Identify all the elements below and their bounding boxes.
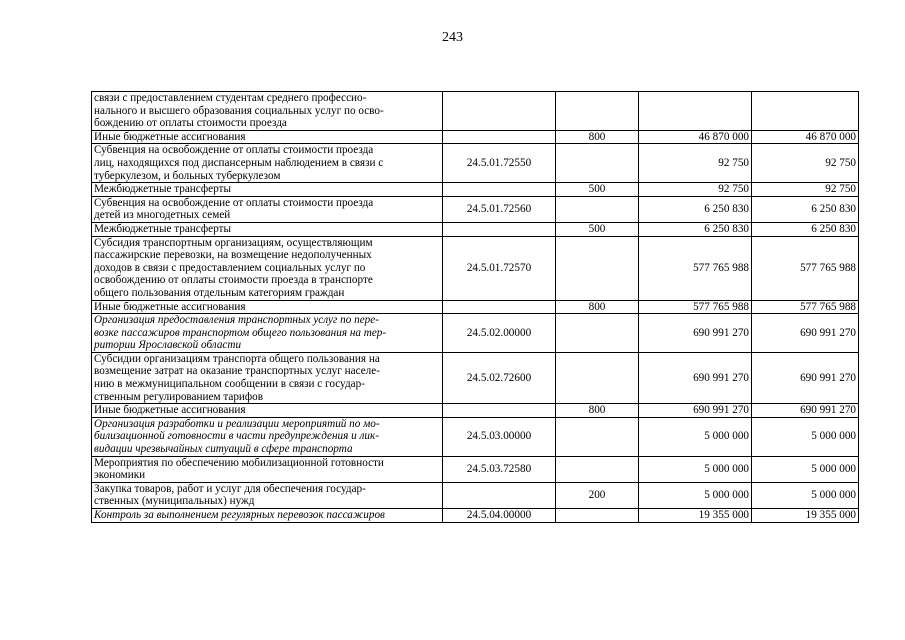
amount-cell-1: 5 000 000 (639, 456, 752, 482)
table-row (92, 404, 859, 418)
item-name-cell: Межбюджетные трансферты (92, 222, 443, 236)
expense-type-cell: 500 (556, 183, 639, 197)
amount-cell-1: 577 765 988 (639, 236, 752, 300)
target-code-cell: 24.5.03.00000 (443, 417, 556, 456)
target-code-cell: 24.5.02.00000 (443, 314, 556, 353)
table-row (92, 417, 859, 456)
target-code-cell (443, 222, 556, 236)
item-name-cell: Субсидии организациям транспорта общего пользования на возмещение затрат на оказание транспортных услуг населе- нию в межмуниципальном сообщении в связи с государ- ственным регулированием тарифов (92, 352, 443, 403)
item-name-cell: связи с предоставлением студентам среднего профессио- нального и высшего образования социальных услуг по осво- бождению от оплаты стоимости проезда (92, 92, 443, 131)
expense-type-cell (556, 196, 639, 222)
item-name-cell: Межбюджетные трансферты (92, 183, 443, 197)
item-name-cell: Субвенция на освобождение от оплаты стоимости проезда лиц, находящихся под диспансерным наблюдением в связи с туберкулезом, и больных туберкулезом (92, 144, 443, 183)
expense-type-cell: 800 (556, 130, 639, 144)
amount-cell-1 (639, 92, 752, 131)
amount-cell-1: 92 750 (639, 144, 752, 183)
amount-cell-2: 5 000 000 (752, 417, 859, 456)
item-name-cell: Иные бюджетные ассигнования (92, 404, 443, 418)
target-code-cell (443, 183, 556, 197)
page-number: 243 (442, 30, 463, 45)
expense-type-cell (556, 509, 639, 523)
item-name-cell: Мероприятия по обеспечению мобилизационной готовности экономики (92, 456, 443, 482)
amount-cell-1: 690 991 270 (639, 314, 752, 353)
table-row (92, 314, 859, 353)
item-name-cell: Контроль за выполнением регулярных перевозок пассажиров (92, 509, 443, 523)
amount-cell-1: 5 000 000 (639, 417, 752, 456)
amount-cell-2: 577 765 988 (752, 236, 859, 300)
amount-cell-2: 5 000 000 (752, 456, 859, 482)
table-row (92, 352, 859, 403)
table-row (92, 236, 859, 300)
amount-cell-1: 19 355 000 (639, 509, 752, 523)
target-code-cell (443, 92, 556, 131)
target-code-cell (443, 130, 556, 144)
item-name-cell: Иные бюджетные ассигнования (92, 300, 443, 314)
amount-cell-1: 690 991 270 (639, 352, 752, 403)
target-code-cell (443, 404, 556, 418)
amount-cell-2: 5 000 000 (752, 482, 859, 508)
target-code-cell: 24.5.01.72560 (443, 196, 556, 222)
item-name-cell: Организация разработки и реализации мероприятий по мо- билизационной готовности в части предупреждения и лик- видации чрезвычайных ситуаций в сфере транспорта (92, 417, 443, 456)
target-code-cell: 24.5.02.72600 (443, 352, 556, 403)
amount-cell-2: 6 250 830 (752, 222, 859, 236)
budget-table (91, 91, 859, 523)
target-code-cell (443, 482, 556, 508)
target-code-cell: 24.5.01.72550 (443, 144, 556, 183)
expense-type-cell (556, 417, 639, 456)
amount-cell-1: 6 250 830 (639, 222, 752, 236)
target-code-cell (443, 300, 556, 314)
expense-type-cell: 200 (556, 482, 639, 508)
amount-cell-1: 577 765 988 (639, 300, 752, 314)
amount-cell-2: 577 765 988 (752, 300, 859, 314)
amount-cell-1: 46 870 000 (639, 130, 752, 144)
item-name-cell: Субсидия транспортным организациям, осуществляющим пассажирские перевозки, на возмещение недополученных доходов в связи с предоставлением социальных услуг по освобождению от оплаты стоимости проезда в транспорте общего пользования отдельным категориям граждан (92, 236, 443, 300)
target-code-cell: 24.5.04.00000 (443, 509, 556, 523)
target-code-cell: 24.5.03.72580 (443, 456, 556, 482)
amount-cell-2 (752, 92, 859, 131)
expense-type-cell: 800 (556, 300, 639, 314)
table-row (92, 92, 859, 131)
amount-cell-2: 690 991 270 (752, 404, 859, 418)
amount-cell-1: 5 000 000 (639, 482, 752, 508)
expense-type-cell (556, 92, 639, 131)
amount-cell-1: 690 991 270 (639, 404, 752, 418)
amount-cell-2: 92 750 (752, 144, 859, 183)
item-name-cell: Закупка товаров, работ и услуг для обеспечения государ- ственных (муниципальных) нужд (92, 482, 443, 508)
expense-type-cell: 800 (556, 404, 639, 418)
amount-cell-2: 6 250 830 (752, 196, 859, 222)
budget-table-body (92, 92, 859, 523)
amount-cell-2: 690 991 270 (752, 314, 859, 353)
table-row (92, 196, 859, 222)
expense-type-cell (556, 456, 639, 482)
table-row (92, 509, 859, 523)
amount-cell-1: 92 750 (639, 183, 752, 197)
table-row (92, 183, 859, 197)
item-name-cell: Организация предоставления транспортных услуг по пере- возке пассажиров транспортом общего пользования на тер- ритории Ярославской области (92, 314, 443, 353)
expense-type-cell (556, 352, 639, 403)
amount-cell-2: 92 750 (752, 183, 859, 197)
table-row (92, 482, 859, 508)
table-row (92, 456, 859, 482)
table-row (92, 222, 859, 236)
item-name-cell: Субвенция на освобождение от оплаты стоимости проезда детей из многодетных семей (92, 196, 443, 222)
table-row (92, 144, 859, 183)
item-name-cell: Иные бюджетные ассигнования (92, 130, 443, 144)
table-row (92, 130, 859, 144)
amount-cell-2: 19 355 000 (752, 509, 859, 523)
amount-cell-2: 690 991 270 (752, 352, 859, 403)
amount-cell-1: 6 250 830 (639, 196, 752, 222)
amount-cell-2: 46 870 000 (752, 130, 859, 144)
expense-type-cell (556, 236, 639, 300)
target-code-cell: 24.5.01.72570 (443, 236, 556, 300)
expense-type-cell (556, 314, 639, 353)
expense-type-cell: 500 (556, 222, 639, 236)
expense-type-cell (556, 144, 639, 183)
table-row (92, 300, 859, 314)
